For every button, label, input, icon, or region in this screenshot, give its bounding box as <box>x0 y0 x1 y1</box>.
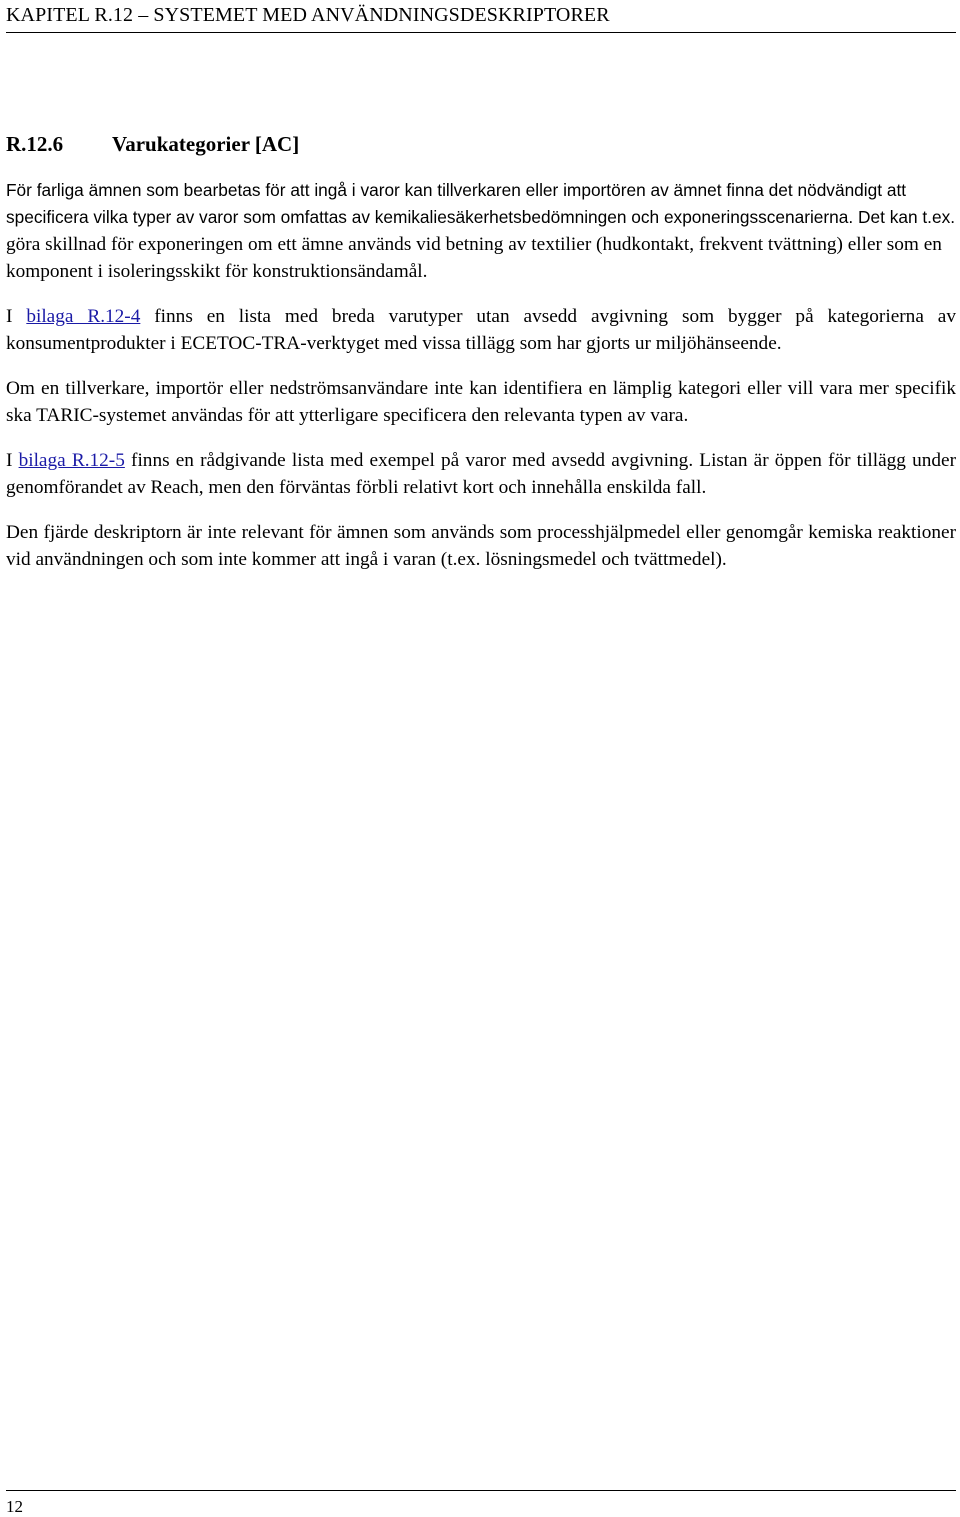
paragraph-intro-part-a: För farliga ämnen som bearbetas för att ingå i varor kan tillverkaren eller importören av ämnet finna det nödvändigt att specificera vilka typer av varor som omfattas av kemikaliesäkerhetsbedömningen och exponeringsscenarierna. Det kan t.ex. <box>6 180 956 227</box>
paragraph-annex-r12-5 <box>6 447 956 501</box>
section-title: Varukategorier [AC] <box>112 132 300 156</box>
paragraph-annex-r12-5-pre: I <box>6 450 19 471</box>
paragraph-annex-r12-4-post: finns en lista med breda varutyper utan avsedd avgivning som bygger på kategorierna av konsumentprodukter i ECETOC-TRA-verktyget med vissa tillägg som har gjorts ur miljöhänseende. <box>6 306 956 354</box>
page-header <box>6 3 956 33</box>
section-heading <box>6 131 299 157</box>
page-number: 12 <box>6 1497 23 1516</box>
annex-r12-5-link[interactable]: bilaga R.12-5 <box>18 450 125 471</box>
document-body <box>6 177 956 591</box>
annex-r12-4-link[interactable]: bilaga R.12-4 <box>26 306 141 327</box>
paragraph-annex-r12-4-pre: I <box>6 306 27 327</box>
chapter-title: KAPITEL R.12 – SYSTEMET MED ANVÄNDNINGSDESKRIPTORER <box>6 4 610 26</box>
paragraph-fourth-descriptor: Den fjärde deskriptorn är inte relevant för ämnen som används som processhjälpmedel eller genomgår kemiska reaktioner vid användningen och som inte kommer att ingå i varan (t.ex. lösningsmedel och tvättmedel). <box>6 522 956 570</box>
paragraph-intro <box>6 177 956 285</box>
paragraph-intro-part-b: göra skillnad för exponeringen om ett ämne används vid betning av textilier (hudkontakt, frekvent tvättning) eller som en komponent i isoleringsskikt för konstruktionsändamål. <box>6 234 942 282</box>
paragraph-taric: Om en tillverkare, importör eller nedströmsanvändare inte kan identifiera en lämplig kategori eller vill vara mer specifik ska TARIC-systemet användas för att ytterligare specificera den relevanta typen av vara. <box>6 378 956 426</box>
section-number: R.12.6 <box>6 132 64 156</box>
paragraph-annex-r12-5-post: finns en rådgivande lista med exempel på varor med avsedd avgivning. Listan är öppen för tillägg under genomförandet av Reach, men den förväntas förbli relativt kort och innehålla enskilda fall. <box>6 450 956 498</box>
paragraph-annex-r12-4 <box>6 303 956 357</box>
